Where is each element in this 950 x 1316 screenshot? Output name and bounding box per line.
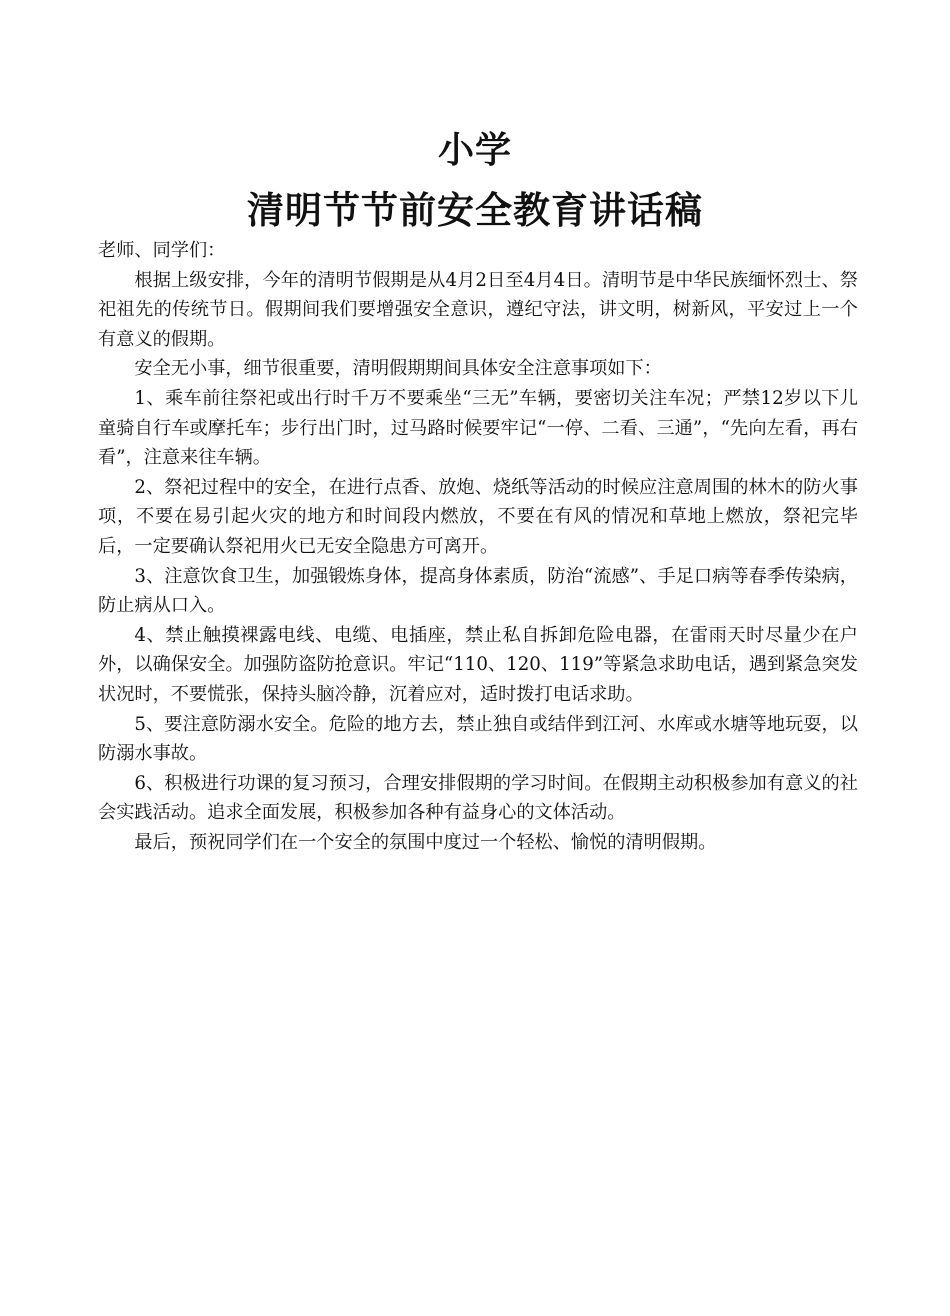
paragraph-item-5: 5、要注意防溺水安全。危险的地方去，禁止独自或结伴到江河、水库或水塘等地玩耍，以防溺水事故。 [98,713,858,765]
paragraph-closing: 最后，预祝同学们在一个安全的氛围中度过一个轻松、愉悦的清明假期。 [134,831,717,853]
paragraph-safety-lead: 安全无小事，细节很重要，清明假期期间具体安全注意事项如下： [134,358,662,380]
paragraph-item-3: 3、注意饮食卫生，加强锻炼身体，提高身体素质，防治“流感”、手足口病等春季传染病，防止病从口入。 [98,565,858,617]
paragraph-intro: 根据上级安排，今年的清明节假期是从4月2日至4月4日。清明节是中华民族缅怀烈士、祭祀祖先的传统节日。假期间我们要增强安全意识，遵纪守法，讲文明，树新风，平安过上一个有意义的假期。 [98,269,858,350]
paragraph-item-1: 1、乘车前往祭祀或出行时千万不要乘坐“三无”车辆，要密切关注车况；严禁12岁以下儿童骑自行车或摩托车；步行出门时，过马路时候要牢记“一停、二看、三通”，“先向左看，再右看”，注意来往车辆。 [98,387,858,469]
paragraph-item-2: 2、祭祀过程中的安全，在进行点香、放炮、烧纸等活动的时候应注意周围的林木的防火事项，不要在易引起火灾的地方和时间段内燃放，不要在有风的情况和草地上燃放，祭祀完毕后，一定要确认祭祀用火已无安全隐患方可离开。 [98,476,858,557]
paragraph-item-4: 4、禁止触摸裸露电线、电缆、电插座，禁止私自拆卸危险电器，在雷雨天时尽量少在户外，以确保安全。加强防盗防抢意识。牢记“110、120、119”等紧急求助电话，遇到紧急突发状况时，不要慌张，保持头脑冷静，沉着应对，适时拨打电话求助。 [98,624,858,705]
document-body [98,236,858,857]
title-block [0,126,950,234]
paragraph-item-6: 6、积极进行功课的复习预习，合理安排假期的学习时间。在假期主动积极参加有意义的社会实践活动。追求全面发展，积极参加各种有益身心的文体活动。 [98,772,858,824]
document-title: 清明节节前安全教育讲话稿 [247,188,703,232]
document-title-school: 小学 [437,129,512,171]
salutation: 老师、同学们： [98,240,226,261]
